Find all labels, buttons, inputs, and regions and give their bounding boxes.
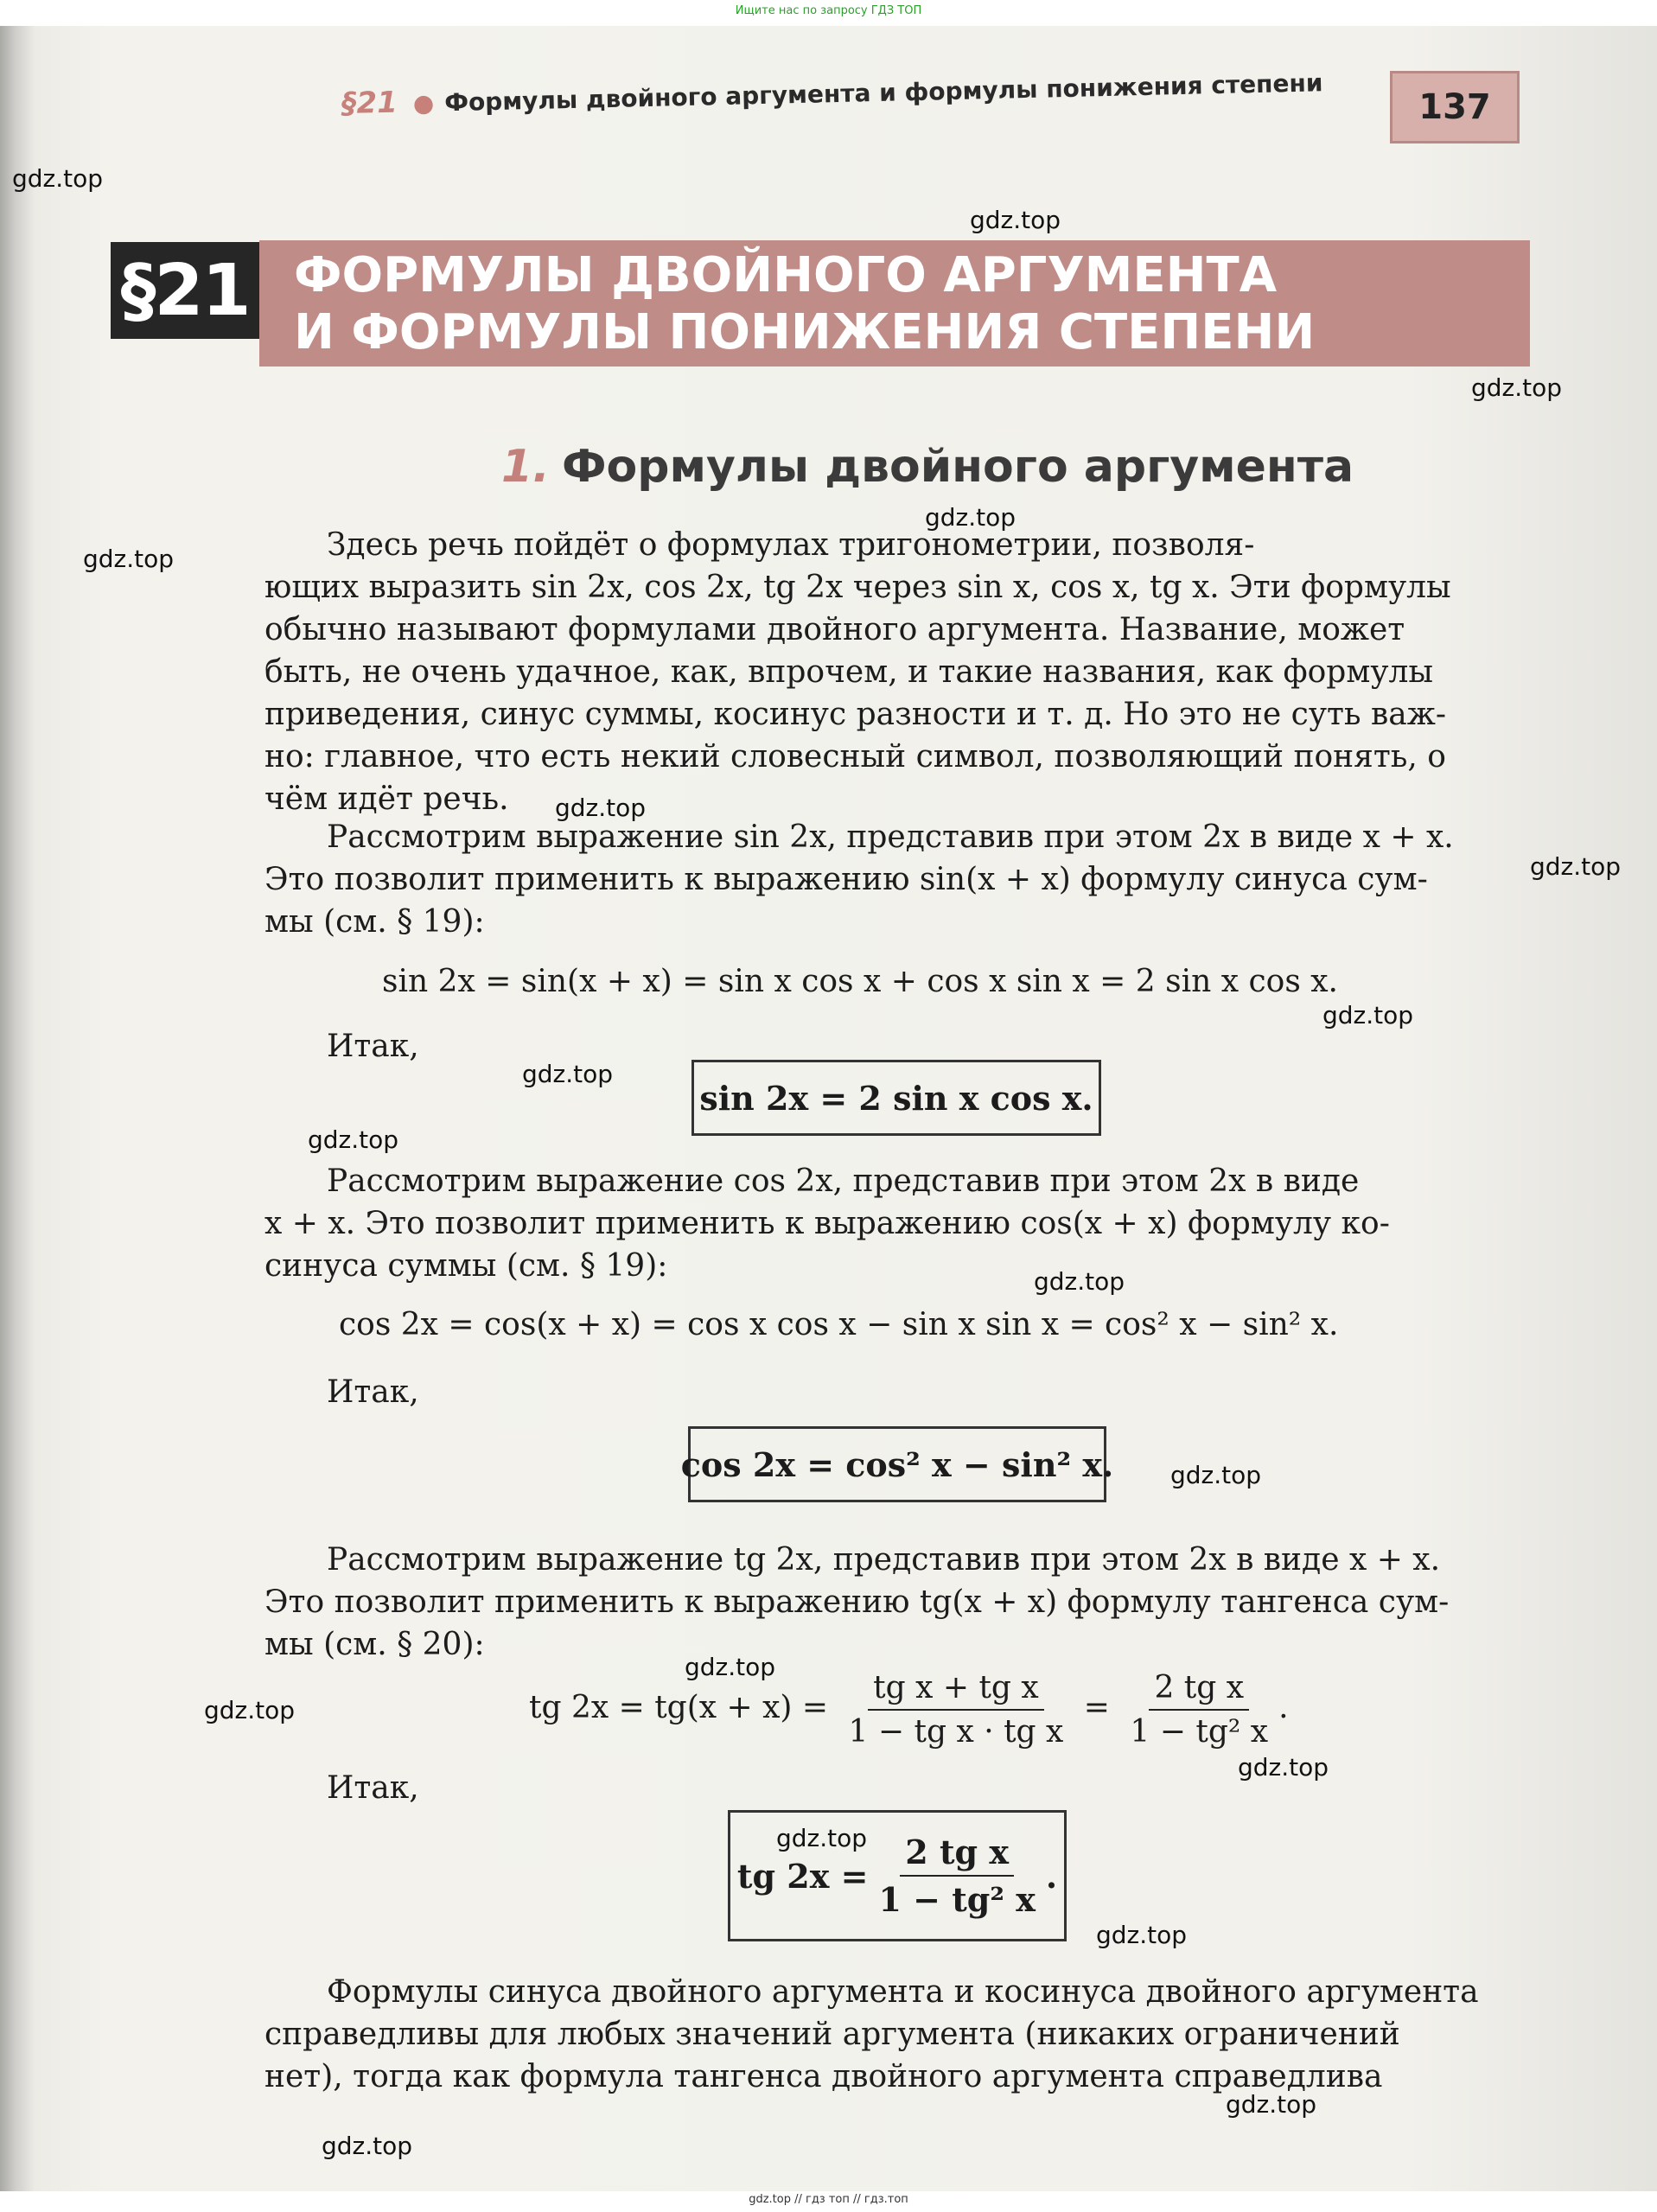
- paragraph-cos: [264, 1160, 1526, 1287]
- section-title-line2: И ФОРМУЛЫ ПОНИЖЕНИЯ СТЕПЕНИ: [294, 304, 1316, 360]
- watermark: gdz.top: [555, 794, 647, 822]
- watermark: gdz.top: [12, 164, 104, 193]
- formula-sin-derivation: sin 2x = sin(x + x) = sin x cos x + cos x sin x = 2 sin x cos x.: [382, 964, 1338, 999]
- text-line: Рассмотрим выражение tg 2x, представив при этом 2x в виде x + x.: [327, 1542, 1441, 1578]
- formula-tg-lhs: tg 2x = tg(x + x) =: [529, 1690, 829, 1725]
- text-line: мы (см. § 19):: [264, 904, 485, 940]
- watermark: gdz.top: [970, 206, 1061, 234]
- section-badge: §21: [111, 242, 259, 339]
- text-line: ющих выразить sin 2x, cos 2x, tg 2x через sin x, cos x, tg x. Эти формулы: [264, 570, 1451, 605]
- watermark: gdz.top: [1238, 1753, 1329, 1782]
- watermark: gdz.top: [322, 2132, 413, 2160]
- watermark: gdz.top: [1530, 852, 1622, 881]
- text-line: Рассмотрим выражение sin 2x, представив при этом 2x в виде x + x.: [327, 819, 1454, 855]
- itak-label: Итак,: [327, 1770, 419, 1806]
- text-line: Это позволит применить к выражению sin(x + x) формулу синуса сум-: [264, 862, 1428, 897]
- watermark: gdz.top: [204, 1696, 296, 1724]
- text-line: Рассмотрим выражение cos 2x, представив при этом 2x в виде: [327, 1163, 1360, 1199]
- text-line: справедливы для любых значений аргумента (никаких ограничений: [264, 2017, 1400, 2052]
- bullet-icon: ●: [412, 88, 435, 118]
- watermark: gdz.top: [685, 1653, 776, 1681]
- text-line: быть, не очень удачное, как, впрочем, и такие названия, как формулы: [264, 654, 1434, 690]
- text-line: Формулы синуса двойного аргумента и косинуса двойного аргумента: [327, 1974, 1479, 2010]
- itak-label: Итак,: [327, 1029, 419, 1064]
- fraction-numerator: 2 tg x: [900, 1833, 1014, 1877]
- fraction: [873, 1833, 1040, 1919]
- fraction: [1125, 1670, 1273, 1750]
- text-line: синуса суммы (см. § 19):: [264, 1248, 668, 1284]
- watermark: gdz.top: [522, 1060, 614, 1088]
- fraction: [844, 1670, 1069, 1750]
- watermark: gdz.top: [1096, 1921, 1188, 1949]
- watermark: gdz.top: [776, 1824, 868, 1852]
- text-line: мы (см. § 20):: [264, 1627, 485, 1662]
- subsection-number: 1.: [501, 441, 550, 493]
- period: .: [1278, 1690, 1289, 1725]
- fraction-denominator: 1 − tg² x: [878, 1880, 1036, 1919]
- fraction-numerator: 2 tg x: [1149, 1670, 1249, 1711]
- running-header-title: Формулы двойного аргумента и формулы понижения степени: [443, 68, 1323, 118]
- formula-tg-derivation: [529, 1670, 1289, 1750]
- itak-label: Итак,: [327, 1374, 419, 1410]
- paragraph-validity: [264, 1971, 1526, 2098]
- paragraph-sin: [264, 816, 1526, 943]
- text-line: чём идёт речь.: [264, 781, 509, 817]
- text-line: x + x. Это позволит применить к выражению cos(x + x) формулу ко-: [264, 1206, 1390, 1241]
- equals-sign: =: [1083, 1690, 1110, 1725]
- watermark: gdz.top: [308, 1125, 399, 1154]
- boxed-formula-cos: cos 2x = cos² x − sin² x.: [688, 1426, 1106, 1502]
- watermark: gdz.top: [1322, 1001, 1414, 1030]
- watermark: gdz.top: [1471, 373, 1563, 402]
- text-line: приведения, синус суммы, косинус разности и т. д. Но это не суть важ-: [264, 697, 1446, 732]
- watermark: gdz.top: [1170, 1461, 1262, 1489]
- paragraph-tg: [264, 1539, 1526, 1666]
- text-line: обычно называют формулами двойного аргумента. Название, может: [264, 612, 1405, 647]
- fraction-denominator: 1 − tg² x: [1130, 1714, 1269, 1750]
- watermark: gdz.top: [83, 545, 175, 573]
- formula-cos-derivation: cos 2x = cos(x + x) = cos x cos x − sin x sin x = cos² x − sin² x.: [339, 1307, 1339, 1342]
- boxed-tg-lhs: tg 2x =: [736, 1856, 869, 1896]
- watermark: gdz.top: [925, 503, 1017, 532]
- fraction-numerator: tg x + tg x: [868, 1670, 1044, 1711]
- paragraph-intro: [264, 524, 1526, 820]
- text-line: нет), тогда как формула тангенса двойного аргумента справедлива: [264, 2059, 1383, 2094]
- period: .: [1045, 1856, 1058, 1896]
- watermark: gdz.top: [1226, 2090, 1317, 2119]
- watermark: gdz.top: [1034, 1267, 1125, 1296]
- text-line: Здесь речь пойдёт о формулах тригонометрии, позволя-: [327, 527, 1255, 563]
- fraction-denominator: 1 − tg x · tg x: [848, 1714, 1064, 1750]
- section-title-line1: ФОРМУЛЫ ДВОЙНОГО АРГУМЕНТА: [294, 247, 1278, 303]
- text-line: Это позволит применить к выражению tg(x + x) формулу тангенса сум-: [264, 1584, 1450, 1620]
- subsection-title: [501, 441, 1354, 493]
- top-note: Ищите нас по запросу ГДЗ ТОП: [735, 4, 922, 17]
- running-header-section: §21: [341, 85, 398, 121]
- boxed-formula-sin: sin 2x = 2 sin x cos x.: [691, 1060, 1101, 1136]
- text-line: но: главное, что есть некий словесный символ, позволяющий понять, о: [264, 739, 1446, 775]
- page-number: 137: [1390, 71, 1520, 143]
- bottom-note: gdz.top // гдз топ // гдз.топ: [749, 2193, 908, 2206]
- section-title: [294, 247, 1315, 361]
- subsection-text: Формулы двойного аргумента: [561, 441, 1354, 493]
